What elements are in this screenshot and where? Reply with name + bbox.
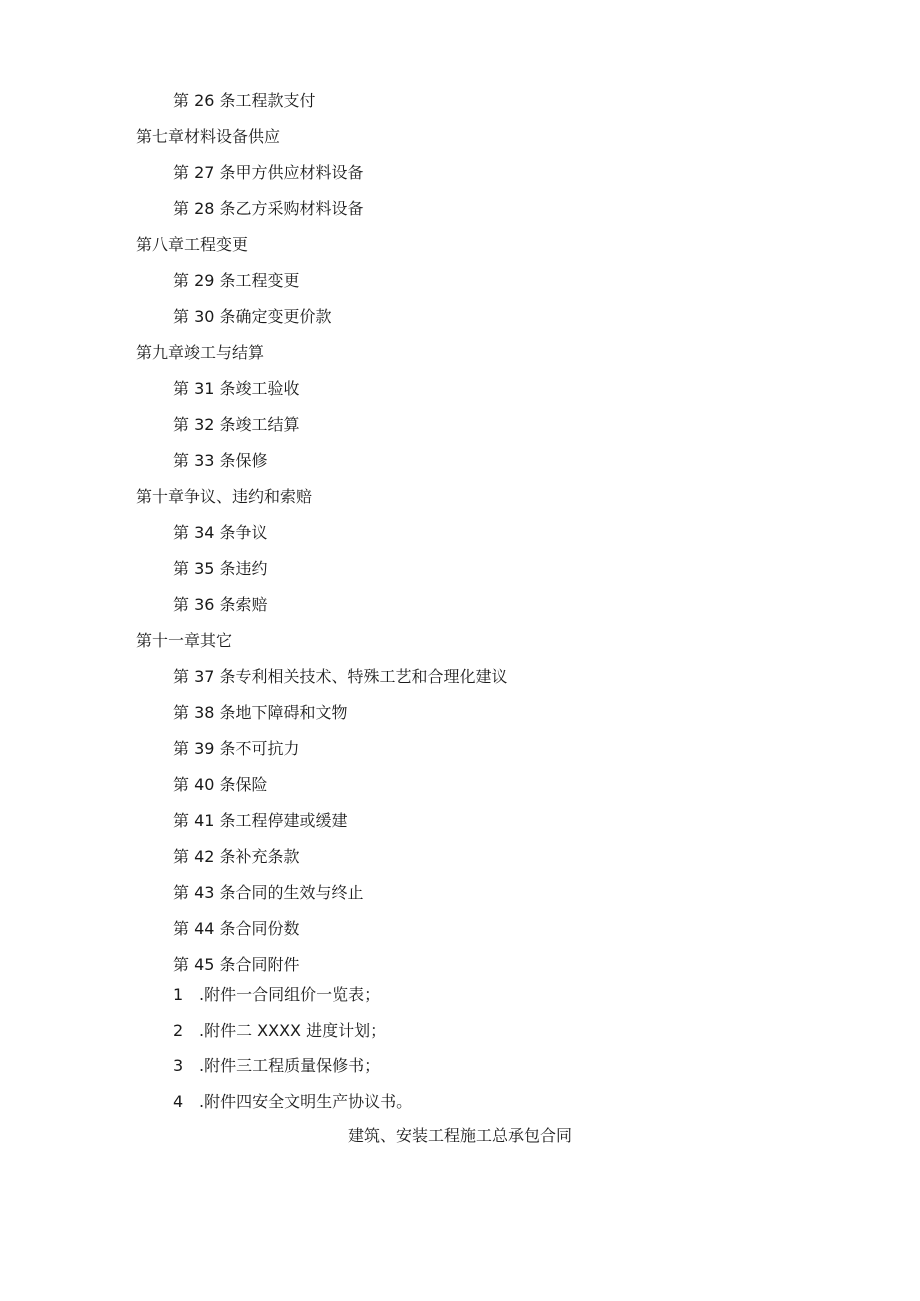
article-29: 第 29 条工程变更 [173, 271, 300, 290]
article-27: 第 27 条甲方供应材料设备 [173, 163, 364, 182]
chapter-7: 第七章材料设备供应 [136, 127, 281, 146]
chapter-8: 第八章工程变更 [136, 235, 249, 254]
article-34: 第 34 条争议 [173, 523, 268, 542]
article-36: 第 36 条索赔 [173, 595, 268, 614]
attachment-text: .附件一合同组价一览表； [199, 985, 381, 1004]
article-32: 第 32 条竣工结算 [173, 415, 300, 434]
attachment-text: .附件四安全文明生产协议书。 [199, 1092, 413, 1111]
attachment-number: 4 [173, 1092, 184, 1111]
attachment-4 [173, 1092, 412, 1112]
article-30: 第 30 条确定变更价款 [173, 307, 332, 326]
article-38: 第 38 条地下障碍和文物 [173, 703, 348, 722]
attachment-number: 1 [173, 985, 184, 1004]
chapter-10: 第十章争议、违约和索赔 [136, 487, 313, 506]
article-42: 第 42 条补充条款 [173, 847, 300, 866]
attachment-number: 2 [173, 1021, 184, 1040]
article-41: 第 41 条工程停建或缓建 [173, 811, 348, 830]
article-40: 第 40 条保险 [173, 775, 268, 794]
article-31: 第 31 条竣工验收 [173, 379, 300, 398]
attachment-1 [173, 985, 380, 1005]
article-26: 第 26 条工程款支付 [173, 91, 316, 110]
chapter-11: 第十一章其它 [136, 631, 233, 650]
article-33: 第 33 条保修 [173, 451, 268, 470]
article-45: 第 45 条合同附件 [173, 955, 300, 974]
attachment-3 [173, 1056, 380, 1076]
article-39: 第 39 条不可抗力 [173, 739, 300, 758]
attachment-2 [173, 1021, 386, 1041]
article-43: 第 43 条合同的生效与终止 [173, 883, 364, 902]
article-37: 第 37 条专利相关技术、特殊工艺和合理化建议 [173, 667, 508, 686]
chapter-9: 第九章竣工与结算 [136, 343, 265, 362]
article-44: 第 44 条合同份数 [173, 919, 300, 938]
attachment-text: .附件二 XXXX 进度计划； [199, 1021, 387, 1040]
contract-title: 建筑、安装工程施工总承包合同 [347, 1126, 572, 1145]
attachment-number: 3 [173, 1056, 184, 1075]
attachment-text: .附件三工程质量保修书； [199, 1056, 381, 1075]
article-35: 第 35 条违约 [173, 559, 268, 578]
article-28: 第 28 条乙方采购材料设备 [173, 199, 364, 218]
